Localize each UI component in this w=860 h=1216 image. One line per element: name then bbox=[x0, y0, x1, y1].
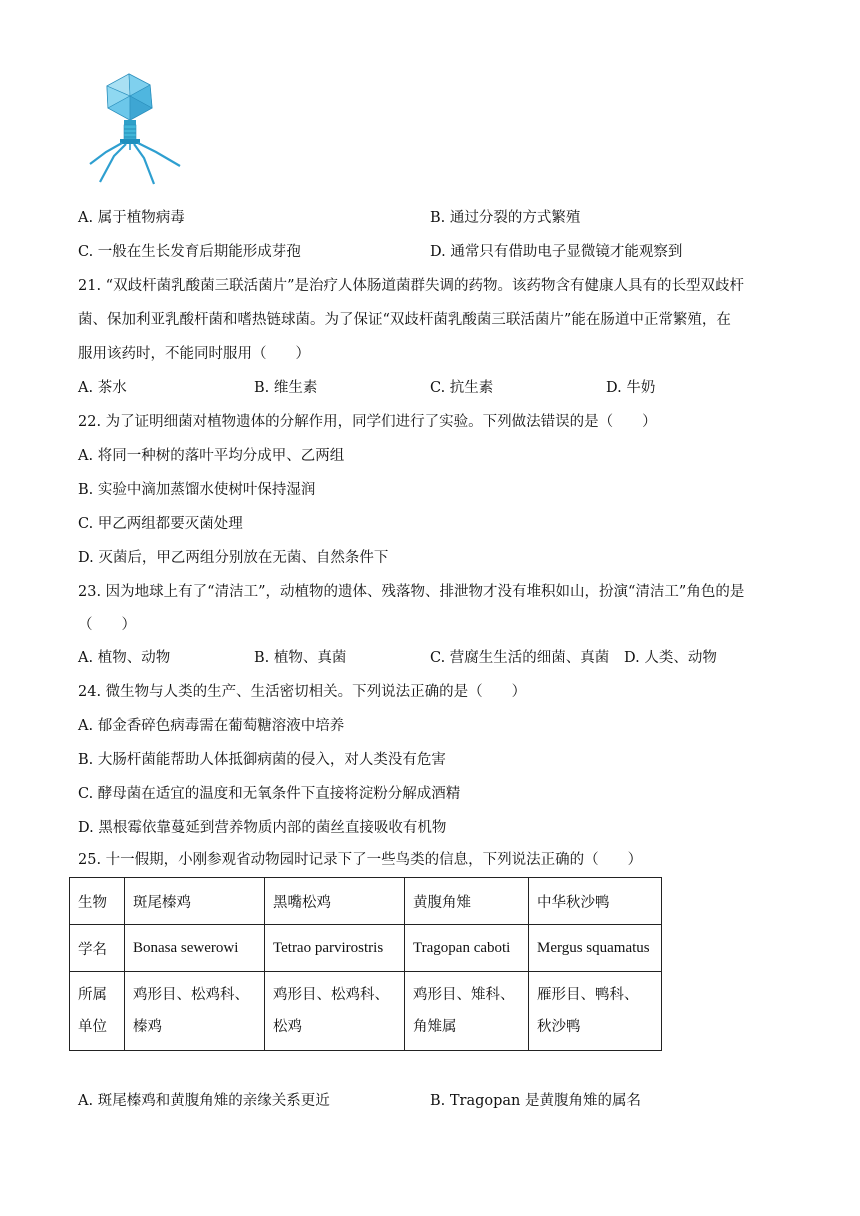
q24-stem: 24. 微生物与人类的生产、生活密切相关。下列说法正确的是（ ） bbox=[78, 684, 527, 700]
table-cell bbox=[70, 972, 125, 1051]
table-cell: Mergus squamatus bbox=[529, 925, 662, 972]
table-cell: Tetrao parvirostris bbox=[265, 925, 405, 972]
table-row bbox=[70, 925, 662, 972]
q21-stem-line2: 菌、保加利亚乳酸杆菌和嗜热链球菌。为了保证“双歧杆菌乳酸菌三联活菌片”能在肠道中正常繁殖，在 bbox=[78, 312, 731, 328]
q25-option-a[interactable]: A. 斑尾榛鸡和黄腹角雉的亲缘关系更近 bbox=[78, 1093, 330, 1109]
table-cell bbox=[529, 972, 662, 1051]
table-cell bbox=[265, 972, 405, 1051]
bacteriophage-image bbox=[84, 72, 184, 188]
cell-line: 松鸡 bbox=[273, 1019, 302, 1035]
q20-option-a[interactable]: A. 属于植物病毒 bbox=[78, 210, 185, 226]
q24-option-d[interactable]: D. 黑根霉依靠蔓延到营养物质内部的菌丝直接吸收有机物 bbox=[78, 820, 447, 836]
cell-line: 单位 bbox=[78, 1019, 107, 1035]
q23-option-a[interactable]: A. 植物、动物 bbox=[78, 650, 171, 666]
table-cell: 中华秋沙鸭 bbox=[529, 878, 662, 925]
table-cell: Bonasa sewerowi bbox=[125, 925, 265, 972]
bird-info-table bbox=[69, 877, 662, 1051]
q22-option-a[interactable]: A. 将同一种树的落叶平均分成甲、乙两组 bbox=[78, 448, 345, 464]
cell-line: 雁形目、鸭科、 bbox=[537, 987, 639, 1003]
q25-stem: 25. 十一假期，小刚参观省动物园时记录下了一些鸟类的信息，下列说法正确的（ ） bbox=[78, 852, 643, 868]
cell-line: 秋沙鸭 bbox=[537, 1019, 581, 1035]
table-cell bbox=[405, 972, 529, 1051]
q24-option-a[interactable]: A. 郁金香碎色病毒需在葡萄糖溶液中培养 bbox=[78, 718, 345, 734]
table-cell: 学名 bbox=[70, 925, 125, 972]
cell-line: 鸡形目、雉科、 bbox=[413, 987, 515, 1003]
q23-option-c[interactable]: C. 营腐生生活的细菌、真菌 bbox=[430, 650, 610, 666]
table-row bbox=[70, 878, 662, 925]
q22-option-b[interactable]: B. 实验中滴加蒸馏水使树叶保持湿润 bbox=[78, 482, 316, 498]
q24-option-b[interactable]: B. 大肠杆菌能帮助人体抵御病菌的侵入，对人类没有危害 bbox=[78, 752, 446, 768]
q21-option-d[interactable]: D. 牛奶 bbox=[606, 380, 656, 396]
q20-option-d[interactable]: D. 通常只有借助电子显微镜才能观察到 bbox=[430, 244, 683, 260]
q21-stem-line3: 服用该药时，不能同时服用（ ） bbox=[78, 346, 310, 362]
q22-option-c[interactable]: C. 甲乙两组都要灭菌处理 bbox=[78, 516, 243, 532]
table-row bbox=[70, 972, 662, 1051]
table-cell: 黄腹角雉 bbox=[405, 878, 529, 925]
q21-option-b[interactable]: B. 维生素 bbox=[254, 380, 318, 396]
q20-option-b[interactable]: B. 通过分裂的方式繁殖 bbox=[430, 210, 581, 226]
q21-option-a[interactable]: A. 茶水 bbox=[78, 380, 127, 396]
q23-option-d[interactable]: D. 人类、动物 bbox=[624, 650, 717, 666]
table-cell bbox=[125, 972, 265, 1051]
table-cell: 斑尾榛鸡 bbox=[125, 878, 265, 925]
table-cell: Tragopan caboti bbox=[405, 925, 529, 972]
cell-line: 角雉属 bbox=[413, 1019, 457, 1035]
q22-stem: 22. 为了证明细菌对植物遗体的分解作用，同学们进行了实验。下列做法错误的是（ ） bbox=[78, 414, 657, 430]
table-cell: 黑嘴松鸡 bbox=[265, 878, 405, 925]
q21-option-c[interactable]: C. 抗生素 bbox=[430, 380, 494, 396]
q22-option-d[interactable]: D. 灭菌后，甲乙两组分别放在无菌、自然条件下 bbox=[78, 550, 389, 566]
cell-line: 所属 bbox=[78, 987, 107, 1003]
cell-line: 鸡形目、松鸡科、 bbox=[133, 987, 249, 1003]
q23-stem-line2: （ ） bbox=[78, 617, 136, 633]
q21-stem-line1: 21. “双歧杆菌乳酸菌三联活菌片”是治疗人体肠道菌群失调的药物。该药物含有健康人具有的长型双歧杆 bbox=[78, 278, 744, 294]
q20-option-c[interactable]: C. 一般在生长发育后期能形成芽孢 bbox=[78, 244, 301, 260]
q23-stem-line1: 23. 因为地球上有了“清洁工”，动植物的遗体、残落物、排泄物才没有堆积如山，扮演“清洁工”角色的是 bbox=[78, 584, 745, 600]
q25-option-b[interactable]: B. Tragopan 是黄腹角雉的属名 bbox=[430, 1093, 642, 1109]
table-cell: 生物 bbox=[70, 878, 125, 925]
q23-option-b[interactable]: B. 植物、真菌 bbox=[254, 650, 347, 666]
q24-option-c[interactable]: C. 酵母菌在适宜的温度和无氧条件下直接将淀粉分解成酒精 bbox=[78, 786, 461, 802]
cell-line: 榛鸡 bbox=[133, 1019, 162, 1035]
cell-line: 鸡形目、松鸡科、 bbox=[273, 987, 389, 1003]
